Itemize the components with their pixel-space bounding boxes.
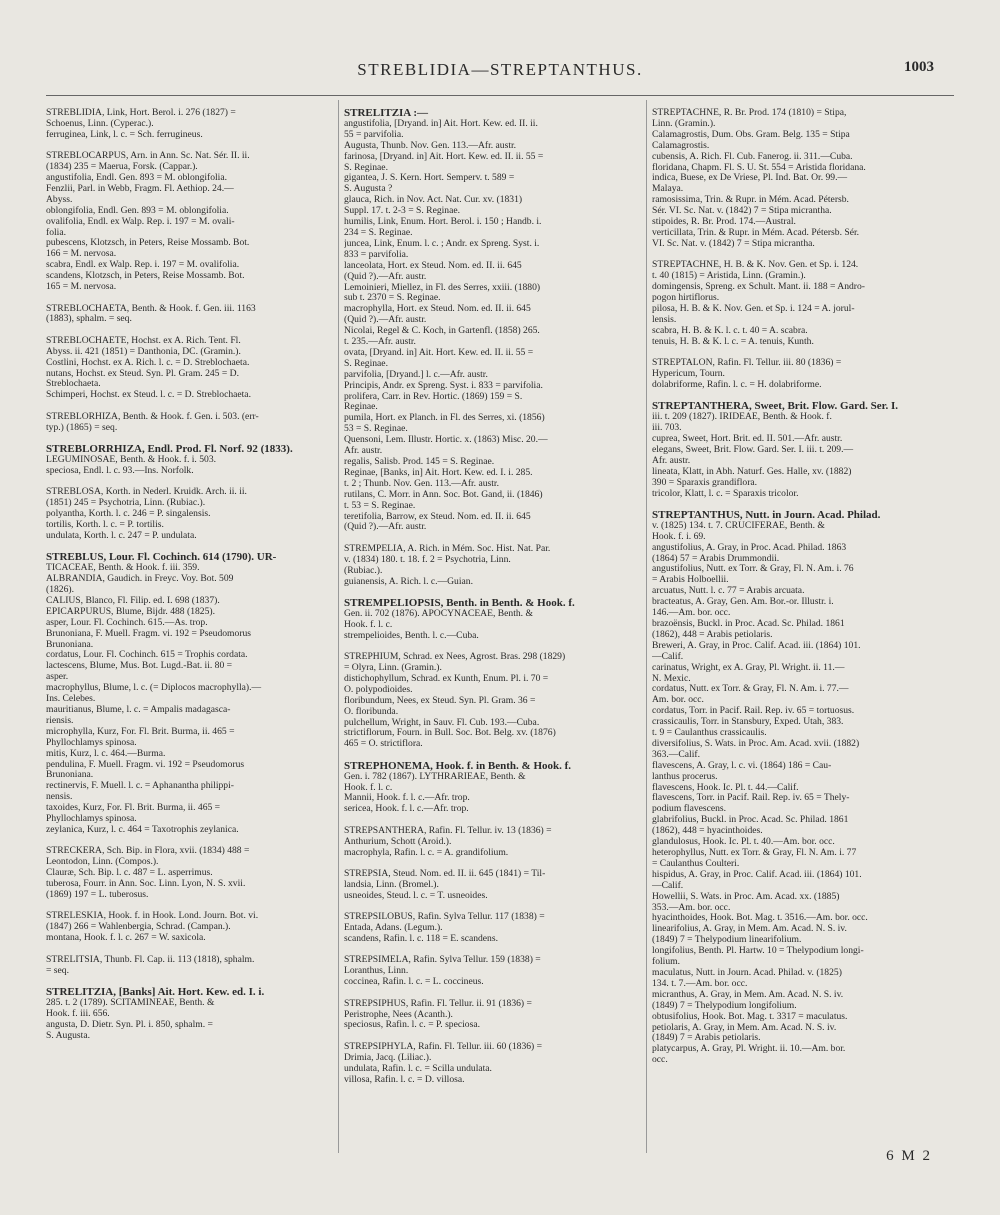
index-entry: [344, 826, 640, 859]
entry-line: t. 40 (1815) = Aristida, Linn. (Gramin.).: [652, 271, 806, 282]
entry-line: (Quid ?).—Afr. austr.: [344, 271, 427, 282]
entry-line: scandens, Rafin. l. c. 118 = E. scandens.: [344, 934, 498, 945]
index-entry: [46, 444, 333, 477]
entry-line: landsia, Linn. (Bromel.).: [344, 879, 439, 890]
entry-line: (1851) 245 = Psychotria, Linn. (Rubiac.).: [46, 498, 206, 509]
entry-line: Lemoinieri, Miellez, in Fl. des Serres, xxiii. (1880): [344, 282, 541, 293]
entry-line: rutilans, C. Morr. in Ann. Soc. Bot. Gand, ii. (1846): [344, 489, 543, 500]
entry-line: heterophyllus, Nutt. ex Torr. & Gray, Fl. N. Am. i. 77: [652, 848, 857, 858]
entry-heading: STREPSIMELA, Rafin. Sylva Tellur. 159 (1838) =: [344, 955, 541, 966]
entry-line: O. polypodioides.: [344, 684, 413, 695]
entry-line: nutans, Hochst. ex Steud. Syn. Pl. Gram. 245 = D.: [46, 368, 240, 379]
entry-line: 166 = M. nervosa.: [46, 249, 117, 260]
entry-line: stipoides, R. Br. Prod. 174.—Austral.: [652, 217, 796, 228]
entry-line: 134. t. 7.—Am. bor. occ.: [652, 978, 748, 989]
entry-line: (1849) 7 = Thelypodium longifolium.: [652, 1000, 797, 1011]
entry-line: tuberosa, Fourr. in Ann. Soc. Linn. Lyon, N. S. xvii.: [46, 879, 246, 890]
entry-line: macrophyla, Rafin. l. c. = A. grandifolium.: [344, 847, 509, 858]
entry-line: tricolor, Klatt, l. c. = Sparaxis tricolor.: [652, 488, 799, 499]
entry-line: Brunoniana.: [46, 639, 94, 650]
entry-line: pendulina, F. Muell. Fragm. vi. 192 = Pseudomorus: [46, 759, 245, 770]
entry-line: strictiflorum, Fourn. in Bull. Soc. Bot. Belg. xv. (1876): [344, 728, 556, 739]
index-entry: [344, 652, 640, 750]
entry-heading: STRELESKIA, Hook. f. in Hook. Lond. Journ. Bot. vi.: [46, 911, 259, 922]
entry-line: tenuis, H. B. & K. l. c. = A. tenuis, Kunth.: [652, 336, 814, 347]
column-divider: [646, 100, 647, 1153]
entry-line: pogon hirtiflorus.: [652, 293, 720, 303]
entry-line: Linn. (Gramin.).: [652, 118, 716, 129]
entry-line: angustifolius, A. Gray, in Proc. Acad. Philad. 1863: [652, 542, 847, 553]
entry-line: (Rubiac.).: [344, 565, 383, 576]
index-entry: [344, 598, 640, 642]
index-entry: [344, 955, 640, 988]
entry-line: O. floribunda.: [344, 706, 399, 717]
entry-line: 234 = S. Reginae.: [344, 227, 413, 238]
entry-line: N. Mexic.: [652, 673, 691, 684]
entry-line: Schoenus, Linn. (Cyperac.).: [46, 118, 154, 129]
entry-line: taxoides, Kurz, For. Fl. Brit. Burma, ii. 465 =: [46, 803, 221, 814]
entry-line: lensis.: [652, 314, 677, 325]
entry-line: Malaya.: [652, 184, 684, 195]
entry-line: Loranthus, Linn.: [344, 966, 409, 977]
entry-line: Afr. austr.: [652, 455, 691, 466]
entry-line: Nicolai, Regel & C. Koch, in Gartenfl. (1858) 265.: [344, 326, 540, 337]
entry-line: scabra, Endl. ex Walp. Rep. i. 197 = M. ovalifolia.: [46, 260, 240, 271]
entry-line: Abyss. ii. 421 (1851) = Danthonia, DC. (Gramin.).: [46, 346, 241, 357]
entry-line: 833 = parvifolia.: [344, 249, 409, 260]
entry-line: teretifolia, Barrow, ex Steud. Nom. ed. II. ii. 645: [344, 511, 531, 522]
entry-line: Breweri, A. Gray, in Proc. Calif. Acad. iii. (1864) 101.: [652, 640, 861, 651]
column-2: [344, 108, 640, 1096]
entry-heading: STREPTALON, Rafin. Fl. Tellur. iii. 80 (1836) =: [652, 358, 842, 369]
entry-line: folia.: [46, 227, 66, 238]
entry-line: 53 = S. Reginae.: [344, 424, 408, 435]
entry-heading: STREPTACHNE, R. Br. Prod. 174 (1810) = Stipa,: [652, 108, 847, 118]
entry-heading: STREPTANTHUS, Nutt. in Journ. Acad. Philad.: [652, 509, 881, 521]
entry-line: S. Augusta.: [46, 1030, 90, 1041]
entry-heading: STREPHONEMA, Hook. f. in Benth. & Hook. f.: [344, 760, 572, 772]
entry-line: regalis, Salisb. Prod. 145 = S. Reginae.: [344, 457, 495, 467]
entry-line: Mannii, Hook. f. l. c.—Afr. trop.: [344, 793, 470, 804]
entry-line: Sér. VI. Sc. Nat. v. (1842) 7 = Stipa micrantha.: [652, 206, 832, 217]
entry-heading: STRELITSIA, Thunb. Fl. Cap. ii. 113 (1818), sphalm.: [46, 954, 255, 965]
index-entry: [46, 911, 333, 944]
entry-line: t. 53 = S. Reginae.: [344, 500, 416, 511]
entry-line: Am. bor. occ.: [652, 695, 704, 706]
entry-line: v. (1825) 134. t. 7. CRUCIFERAE, Benth. &: [652, 520, 825, 531]
entry-line: Phyllochlamys spinosa.: [46, 737, 137, 748]
entry-heading: STREBLOCHAETA, Benth. & Hook. f. Gen. iii. 1163: [46, 303, 256, 314]
entry-line: (1869) 197 = L. tuberosus.: [46, 890, 149, 900]
entry-heading: STREPSILOBUS, Rafin. Sylva Tellur. 117 (1838) =: [344, 912, 545, 923]
entry-line: S. Reginae.: [344, 162, 388, 173]
entry-heading: STREPSIA, Steud. Nom. ed. II. ii. 645 (1841) = Til-: [344, 869, 546, 879]
entry-heading: STREPSIPHYLA, Rafin. Fl. Tellur. iii. 60 (1836) =: [344, 1041, 543, 1052]
entry-line: = seq.: [46, 965, 69, 976]
entry-line: hispidus, A. Gray, in Proc. Calif. Acad. iii. (1864) 101.: [652, 869, 862, 880]
entry-line: crassicaulis, Torr. in Stansbury, Exped. Utah, 383.: [652, 717, 844, 728]
entry-line: pubescens, Klotzsch, in Peters, Reise Mossamb. Bot.: [46, 238, 250, 249]
entry-line: Afr. austr.: [344, 446, 383, 457]
entry-line: farinosa, [Dryand. in] Ait. Hort. Kew. ed. II. ii. 55 =: [344, 151, 544, 162]
entry-line: elegans, Sweet, Brit. Flow. Gard. Ser. I. iii. t. 209.—: [652, 444, 854, 455]
entry-line: asper, Lour. Fl. Cochinch. 615.—As. trop.: [46, 617, 208, 628]
entry-line: undulata, Korth. l. c. 247 = P. undulata.: [46, 530, 197, 541]
index-entry: [46, 108, 333, 141]
entry-line: VI. Sc. Nat. v. (1842) 7 = Stipa micrantha.: [652, 238, 815, 249]
entry-line: (1849) 7 = Thelypodium linearifolium.: [652, 935, 802, 946]
index-entry: [46, 955, 333, 977]
entry-line: pilosa, H. B. & K. Nov. Gen. et Sp. i. 124 = A. jorul-: [652, 303, 855, 314]
entry-line: humilis, Link, Enum. Hort. Berol. i. 150 ; Handb. i.: [344, 217, 542, 228]
entry-line: rectinervis, F. Muell. l. c. = Aphanantha philippi-: [46, 781, 234, 792]
index-entry: [652, 108, 956, 250]
entry-line: distichophyllum, Schrad. ex Kunth, Enum. Pl. i. 70 =: [344, 673, 549, 684]
entry-line: TICACEAE, Benth. & Hook. f. iii. 359.: [46, 563, 200, 574]
entry-line: carinatus, Wright, ex A. Gray, Pl. Wright. ii. 11.—: [652, 662, 845, 673]
entry-line: lineata, Klatt, in Abh. Naturf. Ges. Halle, xv. (1882): [652, 466, 852, 477]
entry-line: = Arabis Holboellii.: [652, 575, 729, 586]
entry-line: brazoënsis, Buckl. in Proc. Acad. Sc. Philad. 1861: [652, 618, 845, 629]
entry-line: gigantea, J. S. Kern. Hort. Semperv. t. 589 =: [344, 173, 515, 184]
entry-line: arcuatus, Nutt. l. c. 77 = Arabis arcuata.: [652, 586, 805, 597]
entry-line: (1862), 448 = Arabis petiolaris.: [652, 629, 773, 640]
entry-line: 146.—Am. bor. occ.: [652, 608, 731, 619]
index-entry: [344, 761, 640, 816]
entry-heading: STREPSIPHUS, Rafin. Fl. Tellur. ii. 91 (1836) =: [344, 998, 532, 1009]
entry-line: iii. t. 209 (1827). IRIDEAE, Benth. & Hook. f.: [652, 412, 832, 423]
entry-line: Costlini, Hochst. ex A. Rich. l. c. = D. Streblochaeta.: [46, 357, 250, 368]
entry-line: ramosissima, Trin. & Rupr. in Mém. Acad. Pétersb.: [652, 195, 849, 206]
entry-heading: STREBLOCHAETE, Hochst. ex A. Rich. Tent. Fl.: [46, 335, 241, 346]
entry-line: ALBRANDIA, Gaudich. in Freyc. Voy. Bot. 509: [46, 574, 234, 585]
entry-line: t. 2 ; Thunb. Nov. Gen. 113.—Afr. austr.: [344, 478, 499, 489]
entry-line: platycarpus, A. Gray, Pl. Wright. ii. 10.—Am. bor.: [652, 1044, 846, 1055]
entry-line: cuprea, Sweet, Hort. Brit. ed. II. 501.—Afr. austr.: [652, 433, 843, 444]
entry-line: Howellii, S. Wats. in Proc. Am. Acad. xx. (1885): [652, 891, 840, 902]
entry-line: LEGUMINOSAE, Benth. & Hook. f. i. 503.: [46, 454, 217, 465]
entry-line: angustifolia, Endl. Gen. 893 = M. oblongifolia.: [46, 173, 228, 184]
entry-line: oblongifolia, Endl. Gen. 893 = M. oblongifolia.: [46, 205, 229, 216]
entry-line: micranthus, A. Gray, in Mem. Am. Acad. N. S. iv.: [652, 989, 844, 1000]
entry-line: Entada, Adans. (Legum.).: [344, 923, 443, 934]
entry-line: (1864) 57 = Arabis Drummondii.: [652, 553, 780, 564]
entry-line: —Calif.: [652, 880, 684, 891]
entry-line: Augusta, Thunb. Nov. Gen. 113.—Afr. austr.: [344, 140, 517, 151]
entry-line: (1847) 266 = Wahlenbergia, Schrad. (Campan.).: [46, 922, 231, 933]
entry-line: glauca, Rich. in Nov. Act. Nat. Cur. xv. (1831): [344, 195, 523, 206]
index-entry: [652, 260, 956, 347]
entry-line: speciosus, Rafin. l. c. = P. speciosa.: [344, 1020, 480, 1031]
entry-line: Hook. f. l. c.: [344, 782, 393, 793]
entry-line: Quensoni, Lem. Illustr. Hortic. x. (1863) Misc. 20.—: [344, 435, 548, 446]
index-entry: [344, 108, 640, 533]
entry-line: scandens, Klotzsch, in Peters, Reise Mossamb. Bot.: [46, 271, 245, 282]
entry-line: cordatus, Nutt. ex Torr. & Gray, Fl. N. Am. i. 77.—: [652, 684, 849, 695]
entry-line: 353.—Am. bor. occ.: [652, 902, 731, 913]
entry-line: flavescens, Torr. in Pacif. Rail. Rep. iv. 65 = Thely-: [652, 793, 850, 804]
entry-line: lanthus procerus.: [652, 771, 718, 782]
entry-line: Schimperi, Hochst. ex Steud. l. c. = D. Streblochaeta.: [46, 390, 251, 401]
entry-heading: STREPTANTHERA, Sweet, Brit. Flow. Gard. Ser. I.: [652, 401, 898, 413]
entry-line: glabrifolius, Buckl. in Proc. Acad. Sc. Philad. 1861: [652, 815, 849, 826]
entry-line: Gen. ii. 702 (1876). APOCYNACEAE, Benth. &: [344, 608, 533, 619]
entry-line: Brunoniana, F. Muell. Fragm. vi. 192 = Pseudomorus: [46, 628, 252, 639]
entry-line: hyacinthoides, Hook. Bot. Mag. t. 3516.—Am. bor. occ.: [652, 913, 868, 924]
entry-line: S. Reginae.: [344, 358, 388, 369]
entry-line: cordatus, Lour. Fl. Cochinch. 615 = Trophis cordata.: [46, 650, 248, 661]
entry-line: obtusifolius, Hook. Bot. Mag. t. 3317 = maculatus.: [652, 1011, 848, 1022]
entry-line: v. (1834) 180. t. 18. f. 2 = Psychotria, Linn.: [344, 554, 511, 565]
index-entry: [46, 336, 333, 401]
entry-heading: STRELITZIA, [Banks] Ait. Hort. Kew. ed. I. i.: [46, 986, 265, 998]
entry-line: riensis.: [46, 715, 74, 726]
entry-line: Suppl. 17. t. 2-3 = S. Reginae.: [344, 206, 461, 217]
entry-line: zeylanica, Kurz, l. c. 464 = Taxotrophis zeylanica.: [46, 824, 239, 835]
entry-line: t. 9 = Caulanthus crassicaulis.: [652, 728, 767, 739]
entry-line: pumila, Hort. ex Planch. in Fl. des Serres, xi. (1856): [344, 413, 545, 424]
entry-line: montana, Hook. f. l. c. 267 = W. saxicola.: [46, 933, 206, 944]
page-header: [0, 60, 1000, 90]
entry-line: mitis, Kurz, l. c. 464.—Burma.: [46, 748, 166, 759]
entry-line: macrophylla, Hort. ex Steud. Nom. ed. II. ii. 645: [344, 304, 531, 315]
entry-line: Fenzlii, Parl. in Webb, Fragm. Fl. Aethiop. 24.—: [46, 183, 234, 194]
entry-line: Clauræ, Sch. Bip. l. c. 487 = L. asperrimus.: [46, 868, 213, 879]
entry-line: ferruginea, Link, l. c. = Sch. ferrugineus.: [46, 129, 203, 140]
entry-line: domingensis, Spreng. ex Schult. Mant. ii. 188 = Andro-: [652, 282, 865, 293]
entry-line: pulchellum, Wright, in Sauv. Fl. Cub. 193.—Cuba.: [344, 717, 540, 728]
index-entry: [46, 552, 333, 836]
entry-line: Ins. Celebes.: [46, 694, 96, 705]
entry-line: linearifolius, A. Gray, in Mem. Am. Acad. N. S. iv.: [652, 924, 847, 935]
entry-line: floribundum, Nees, ex Steud. Syn. Pl. Gram. 36 =: [344, 695, 536, 706]
entry-line: Principis, Andr. ex Spreng. Syst. i. 833 = parvifolia.: [344, 380, 543, 391]
signature-mark: 6 M 2: [886, 1148, 932, 1164]
entry-line: scabra, H. B. & K. l. c. t. 40 = A. scabra.: [652, 325, 808, 336]
entry-line: tortilis, Korth. l. c. = P. tortilis.: [46, 520, 164, 530]
index-entry: [46, 846, 333, 901]
entry-line: Reginae.: [344, 402, 378, 413]
entry-line: mauritianus, Blume, l. c. = Ampalis madagasca-: [46, 705, 231, 715]
entry-line: Anthurium, Schott (Aroid.).: [344, 836, 452, 847]
index-entry: [652, 401, 956, 499]
entry-line: CALIUS, Blanco, Fl. Filip. ed. I. 698 (1837).: [46, 595, 220, 606]
entry-line: Brunoniana.: [46, 770, 94, 781]
entry-line: Hypericum, Tourn.: [652, 368, 725, 379]
entry-heading: STREBLIDIA, Link, Hort. Berol. i. 276 (1827) =: [46, 108, 236, 118]
entry-line: lactescens, Blume, Mus. Bot. Lugd.-Bat. ii. 80 =: [46, 661, 233, 672]
header-rule: [46, 95, 954, 96]
entry-line: angustifolius, Nutt. ex Torr. & Gray, Fl. N. Am. i. 76: [652, 564, 854, 575]
entry-line: occ.: [652, 1055, 668, 1066]
entry-line: glandulosus, Hook. Ic. Pl. t. 40.—Am. bor. occ.: [652, 837, 835, 848]
column-3: [652, 108, 956, 1077]
index-entry: [344, 869, 640, 902]
entry-heading: STREBLOSA, Korth. in Nederl. Kruidk. Arch. ii. ii.: [46, 487, 247, 498]
entry-line: (1849) 7 = Arabis petiolaris.: [652, 1033, 761, 1044]
entry-line: Streblochaeta.: [46, 379, 101, 390]
entry-line: coccinea, Rafin. l. c. = L. coccineus.: [344, 977, 484, 988]
entry-line: (1862), 448 = hyacinthoides.: [652, 826, 763, 837]
index-entry: [344, 1042, 640, 1086]
entry-line: diversifolius, S. Wats. in Proc. Am. Acad. xvii. (1882): [652, 738, 860, 749]
entry-line: Hook. f. i. 69.: [652, 531, 706, 542]
entry-line: —Calif.: [652, 651, 684, 662]
entry-line: Phyllochlamys spinosa.: [46, 814, 137, 825]
entry-heading: STRECKERA, Sch. Bip. in Flora, xvii. (1834) 488 =: [46, 846, 250, 857]
entry-line: flavescens, Hook. Ic. Pl. t. 44.—Calif.: [652, 782, 799, 793]
entry-line: EPICARPURUS, Blume, Bijdr. 488 (1825).: [46, 606, 215, 617]
entry-line: t. 235.—Afr. austr.: [344, 337, 416, 348]
entry-heading: STRELITZIA :—: [344, 108, 429, 119]
entry-line: (Quid ?).—Afr. austr.: [344, 522, 427, 533]
entry-heading: STREPSANTHERA, Rafin. Fl. Tellur. iv. 13 (1836) =: [344, 825, 552, 836]
entry-line: 465 = O. strictiflora.: [344, 739, 423, 750]
entry-line: strempelioides, Benth. l. c.—Cuba.: [344, 630, 479, 641]
entry-line: maculatus, Nutt. in Journ. Acad. Philad. v. (1825): [652, 967, 842, 978]
entry-line: bracteatus, A. Gray, Gen. Am. Bor.-or. Illustr. i.: [652, 597, 834, 608]
entry-line: juncea, Link, Enum. l. c. ; Andr. ex Spreng. Syst. i.: [344, 238, 540, 249]
entry-line: speciosa, Endl. l. c. 93.—Ins. Norfolk.: [46, 465, 194, 476]
page-title: STREBLIDIA—STREPTANTHUS.: [357, 60, 643, 79]
entry-line: polyantha, Korth. l. c. 246 = P. singalensis.: [46, 509, 211, 520]
entry-line: iii. 703.: [652, 423, 682, 434]
entry-line: floridana, Chapm. Fl. S. U. St. 554 = Aristida floridana.: [652, 162, 866, 173]
entry-line: Hook. f. iii. 656.: [46, 1008, 110, 1019]
entry-heading: STREPTACHNE, H. B. & K. Nov. Gen. et Sp. i. 124.: [652, 260, 859, 271]
entry-line: typ.) (1865) = seq.: [46, 422, 118, 433]
entry-line: dolabriforme, Rafin. l. c. = H. dolabriforme.: [652, 379, 822, 390]
entry-line: 285. t. 2 (1789). SCITAMINEAE, Benth. &: [46, 997, 215, 1008]
entry-line: lanceolata, Hort. ex Steud. Nom. ed. II. ii. 645: [344, 260, 522, 271]
entry-heading: STREMPELIOPSIS, Benth. in Benth. & Hook. f.: [344, 597, 575, 609]
entry-line: Drimia, Jacq. (Liliac.).: [344, 1052, 432, 1063]
entry-line: = Caulanthus Coulteri.: [652, 858, 740, 869]
entry-line: parvifolia, [Dryand.] l. c.—Afr. austr.: [344, 369, 488, 380]
entry-line: cubensis, A. Rich. Fl. Cub. Fanerog. ii. 311.—Cuba.: [652, 151, 853, 162]
page-number: 1003: [904, 59, 934, 75]
entry-line: ovata, [Dryand. in] Ait. Hort. Kew. ed. II. ii. 55 =: [344, 347, 534, 358]
entry-line: Peristrophe, Nees (Acanth.).: [344, 1009, 453, 1020]
entry-line: ovalifolia, Endl. ex Walp. Rep. i. 197 = M. ovali-: [46, 216, 235, 227]
entry-line: flavescens, A. Gray, l. c. vi. (1864) 186 = Cau-: [652, 760, 832, 771]
entry-line: microphylla, Kurz, For. Fl. Brit. Burma, ii. 465 =: [46, 726, 235, 737]
entry-heading: STREBLORHIZA, Benth. & Hook. f. Gen. i. 503. (err-: [46, 411, 259, 422]
index-entry: [344, 912, 640, 945]
entry-line: 363.—Calif.: [652, 749, 700, 760]
index-entry: [46, 412, 333, 434]
entry-line: usneoides, Steud. l. c. = T. usneoides.: [344, 890, 488, 901]
entry-line: macrophyllus, Blume, l. c. (= Diplocos macrophylla).—: [46, 683, 262, 694]
entry-line: Abyss.: [46, 194, 73, 205]
entry-line: podium flavescens.: [652, 804, 727, 815]
entry-line: Calamagrostis.: [652, 140, 710, 151]
index-entry: [46, 487, 333, 542]
index-entry: [46, 151, 333, 293]
entry-line: 390 = Sparaxis grandiflora.: [652, 477, 758, 488]
entry-line: cordatus, Torr. in Pacif. Rail. Rep. iv. 65 = tortuosus.: [652, 706, 855, 717]
entry-line: folium.: [652, 957, 680, 968]
column-1: [46, 108, 333, 1052]
entry-line: undulata, Rafin. l. c. = Scilla undulata.: [344, 1063, 492, 1074]
entry-line: Calamagrostis, Dum. Obs. Gram. Belg. 135 = Stipa: [652, 129, 850, 140]
entry-line: (1826).: [46, 585, 74, 596]
entry-line: sub t. 2370 = S. Reginae.: [344, 293, 441, 304]
entry-line: S. Augusta ?: [344, 184, 393, 195]
index-entry: [344, 999, 640, 1032]
entry-line: sericea, Hook. f. l. c.—Afr. trop.: [344, 804, 469, 815]
entry-line: villosa, Rafin. l. c. = D. villosa.: [344, 1074, 465, 1085]
entry-line: prolifera, Carr. in Rev. Hortic. (1869) 159 = S.: [344, 391, 523, 402]
index-entry: [46, 304, 333, 326]
entry-heading: STREPHIUM, Schrad. ex Nees, Agrost. Bras. 298 (1829): [344, 652, 566, 663]
entry-line: asper.: [46, 672, 69, 683]
entry-line: petiolaris, A. Gray, in Mem. Am. Acad. N. S. iv.: [652, 1022, 837, 1033]
entry-line: Hook. f. l. c.: [344, 619, 393, 630]
entry-line: nensis.: [46, 792, 73, 803]
entry-line: longifolius, Benth. Pl. Hartw. 10 = Thelypodium longi-: [652, 946, 864, 957]
entry-line: guianensis, A. Rich. l. c.—Guian.: [344, 576, 473, 587]
entry-line: (Quid ?).—Afr. austr.: [344, 315, 427, 326]
entry-line: angusta, D. Dietr. Syn. Pl. i. 850, sphalm. =: [46, 1019, 213, 1030]
index-entry: [344, 544, 640, 588]
entry-heading: STREBLUS, Lour. Fl. Cochinch. 614 (1790). UR-: [46, 552, 277, 564]
entry-line: angustifolia, [Dryand. in] Ait. Hort. Kew. ed. II. ii.: [344, 118, 538, 129]
entry-line: 55 = parvifolia.: [344, 129, 404, 140]
entry-heading: STREBLOCARPUS, Arn. in Ann. Sc. Nat. Sér. II. ii.: [46, 151, 250, 162]
entry-line: Leontodon, Linn. (Compos.).: [46, 857, 159, 868]
entry-line: Reginae, [Banks, in] Ait. Hort. Kew. ed. I. i. 285.: [344, 467, 533, 478]
entry-heading: STREBLORRHIZA, Endl. Prod. Fl. Norf. 92 (1833).: [46, 444, 293, 455]
entry-line: 165 = M. nervosa.: [46, 282, 117, 293]
entry-line: = Olyra, Linn. (Gramin.).: [344, 663, 442, 673]
entry-line: (1834) 235 = Maerua, Forsk. (Cappar.).: [46, 162, 198, 173]
column-divider: [338, 100, 339, 1153]
entry-line: (1883), sphalm. = seq.: [46, 314, 132, 325]
entry-heading: STREMPELIA, A. Rich. in Mém. Soc. Hist. Nat. Par.: [344, 543, 551, 554]
entry-line: verticillata, Trin. & Rupr. in Mém. Acad. Pétersb. Sér.: [652, 227, 860, 238]
entry-line: Gen. i. 782 (1867). LYTHRARIEAE, Benth. &: [344, 771, 526, 782]
entry-line: indica, Buese, ex De Vriese, Pl. Ind. Bat. Or. 99.—: [652, 173, 848, 184]
index-entry: [652, 510, 956, 1066]
index-entry: [46, 987, 333, 1042]
index-entry: [652, 358, 956, 391]
